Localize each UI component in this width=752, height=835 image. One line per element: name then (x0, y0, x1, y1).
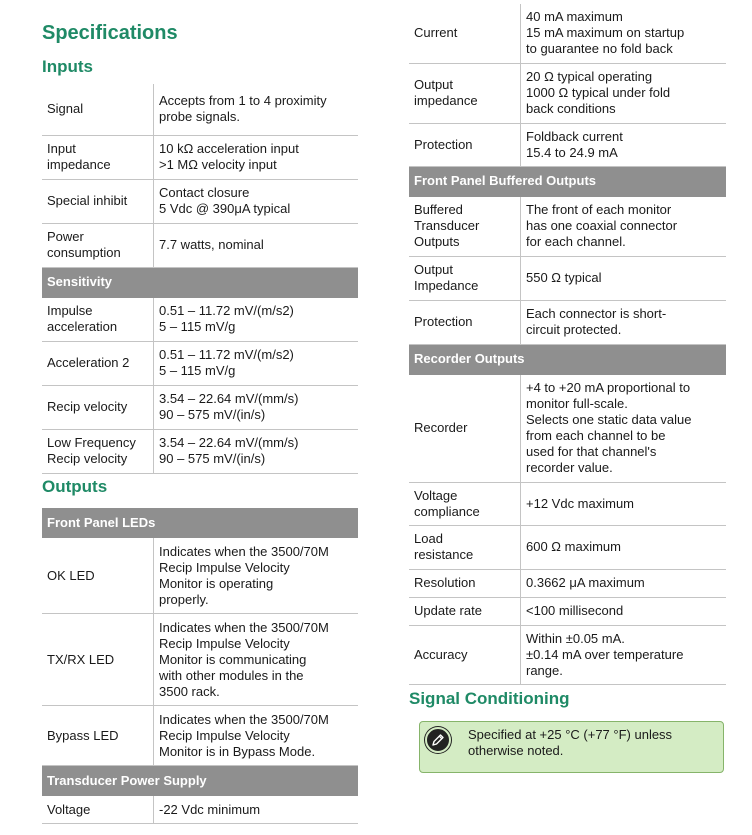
spec-value: -22 Vdc minimum (154, 796, 359, 824)
table-row (42, 297, 358, 341)
spec-label: Load resistance (409, 525, 521, 569)
section-header-recorder-outputs: Recorder Outputs (409, 344, 726, 374)
table-row (42, 614, 358, 706)
spec-label: Special inhibit (42, 179, 154, 223)
section-header-transducer-power-supply: Transducer Power Supply (42, 766, 358, 796)
table-row (409, 4, 726, 63)
table-row (409, 256, 726, 300)
spec-label: Power consumption (42, 223, 154, 267)
spec-label: OK LED (42, 538, 154, 614)
spec-label: Protection (409, 123, 521, 166)
spec-value: 20 Ω typical operating 1000 Ω typical under fold back conditions (521, 63, 727, 123)
table-row (42, 429, 358, 473)
page-title: Specifications (42, 22, 178, 44)
spec-label: Accuracy (409, 625, 521, 684)
spec-label: Output Impedance (409, 256, 521, 300)
spec-value: 600 Ω maximum (521, 525, 727, 569)
table-row (409, 123, 726, 166)
table-row (42, 538, 358, 614)
table-row (409, 569, 726, 597)
table-row (409, 196, 726, 256)
spec-value: 3.54 – 22.64 mV/(mm/s) 90 – 575 mV/(in/s) (154, 385, 359, 429)
spec-label: Protection (409, 300, 521, 344)
table-row (42, 179, 358, 223)
spec-value: Each connector is short- circuit protected. (521, 300, 727, 344)
spec-label: Update rate (409, 597, 521, 625)
table-row (409, 63, 726, 123)
spec-value: 0.3662 μA maximum (521, 569, 727, 597)
spec-value: <100 millisecond (521, 597, 727, 625)
spec-value: 550 Ω typical (521, 256, 727, 300)
table-row (409, 597, 726, 625)
pencil-icon (425, 727, 451, 753)
spec-label: Input impedance (42, 135, 154, 179)
table-row (409, 300, 726, 344)
spec-label: Voltage compliance (409, 482, 521, 525)
table-row (409, 374, 726, 482)
spec-value: The front of each monitor has one coaxial connector for each channel. (521, 196, 727, 256)
table-row (42, 84, 358, 135)
table-row (42, 341, 358, 385)
spec-label: Impulse acceleration (42, 297, 154, 341)
spec-label: Current (409, 4, 521, 63)
spec-value: Accepts from 1 to 4 proximity probe signals. (154, 84, 359, 135)
table-row (409, 482, 726, 525)
table-row (409, 525, 726, 569)
signal-conditioning-heading: Signal Conditioning (409, 689, 570, 708)
spec-value: 7.7 watts, nominal (154, 223, 359, 267)
spec-value: Indicates when the 3500/70M Recip Impulse Velocity Monitor is operating properly. (154, 538, 359, 614)
outputs-heading: Outputs (42, 477, 108, 496)
spec-label: Recorder (409, 374, 521, 482)
spec-label: TX/RX LED (42, 614, 154, 706)
spec-label: Buffered Transducer Outputs (409, 196, 521, 256)
table-row (42, 135, 358, 179)
spec-value: 0.51 – 11.72 mV/(m/s2) 5 – 115 mV/g (154, 341, 359, 385)
spec-label: Recip velocity (42, 385, 154, 429)
table-row (42, 796, 358, 824)
spec-value: 40 mA maximum 15 mA maximum on startup to guarantee no fold back (521, 4, 727, 63)
spec-value: Contact closure 5 Vdc @ 390μA typical (154, 179, 359, 223)
spec-value: Foldback current 15.4 to 24.9 mA (521, 123, 727, 166)
section-header-front-panel-leds: Front Panel LEDs (42, 508, 358, 538)
spec-value: 0.51 – 11.72 mV/(m/s2) 5 – 115 mV/g (154, 297, 359, 341)
inputs-table (42, 84, 358, 474)
spec-value: +12 Vdc maximum (521, 482, 727, 525)
spec-value: 3.54 – 22.64 mV/(mm/s) 90 – 575 mV/(in/s) (154, 429, 359, 473)
spec-label: Low Frequency Recip velocity (42, 429, 154, 473)
spec-label: Signal (42, 84, 154, 135)
spec-label: Acceleration 2 (42, 341, 154, 385)
table-row (409, 625, 726, 684)
spec-value: +4 to +20 mA proportional to monitor full-scale. Selects one static data value from each channel to be used for that channel's recorder value. (521, 374, 727, 482)
table-row (42, 706, 358, 766)
section-header-sensitivity: Sensitivity (42, 267, 358, 297)
inputs-heading: Inputs (42, 57, 93, 76)
outputs-table (42, 508, 358, 824)
section-header-buffered-outputs: Front Panel Buffered Outputs (409, 166, 726, 196)
spec-label: Voltage (42, 796, 154, 824)
note-box (419, 721, 724, 773)
power-supply-continued-table (409, 4, 726, 685)
spec-label: Output impedance (409, 63, 521, 123)
table-row (42, 223, 358, 267)
spec-label: Bypass LED (42, 706, 154, 766)
spec-value: 10 kΩ acceleration input >1 MΩ velocity input (154, 135, 359, 179)
spec-value: Within ±0.05 mA. ±0.14 mA over temperature range. (521, 625, 727, 684)
spec-value: Indicates when the 3500/70M Recip Impulse Velocity Monitor is in Bypass Mode. (154, 706, 359, 766)
note-text: Specified at +25 °C (+77 °F) unless otherwise noted. (468, 727, 673, 758)
spec-label: Resolution (409, 569, 521, 597)
spec-value: Indicates when the 3500/70M Recip Impulse Velocity Monitor is communicating with other modules in the 3500 rack. (154, 614, 359, 706)
table-row (42, 385, 358, 429)
